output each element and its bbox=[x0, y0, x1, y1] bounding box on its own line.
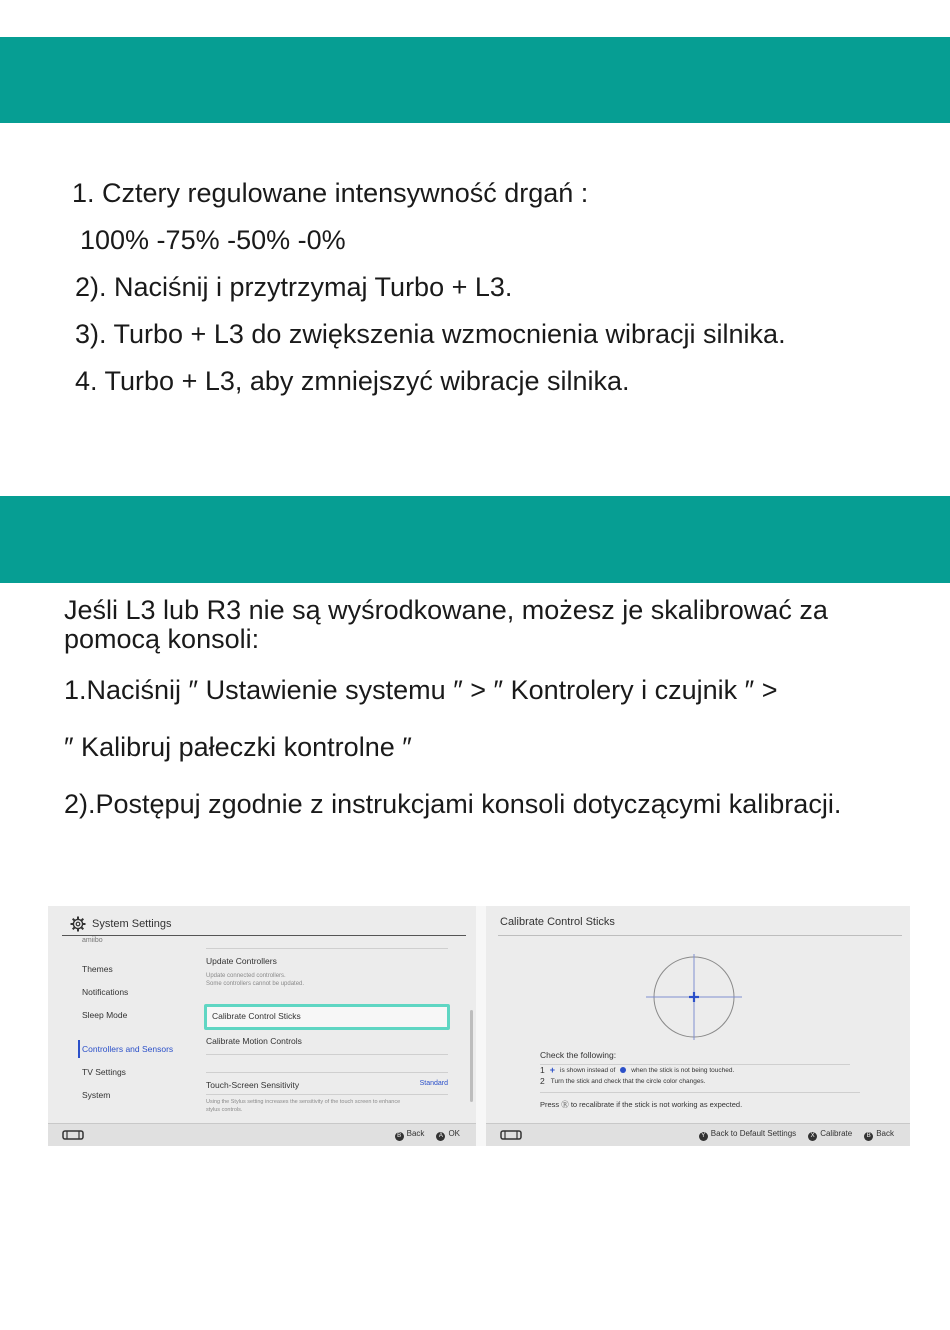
plus-icon: + bbox=[549, 1065, 555, 1075]
step-1a: 1.Naciśnij ″ Ustawienie systemu ″ > ″ Kontrolery i czujnik ″ > bbox=[64, 675, 778, 705]
row-divider bbox=[206, 1054, 448, 1055]
sidebar-item-sleep-mode[interactable]: Sleep Mode bbox=[82, 1010, 128, 1020]
calibrate-motion-controls-option[interactable] bbox=[206, 1036, 448, 1046]
instruction-line-2: 100% -75% -50% -0% bbox=[80, 225, 346, 255]
scrollbar[interactable] bbox=[470, 1010, 473, 1102]
b-button-icon: B bbox=[864, 1132, 873, 1141]
y-button-icon: Y bbox=[699, 1132, 708, 1141]
x-button-icon: X bbox=[808, 1132, 817, 1141]
back-to-default-label: Back to Default Settings bbox=[710, 1129, 797, 1138]
calibrate-button[interactable] bbox=[808, 1129, 852, 1141]
instruction-line-3: 2). Naciśnij i przytrzymaj Turbo + L3. bbox=[75, 272, 513, 302]
check-instructions bbox=[540, 1050, 860, 1110]
a-button-icon: A bbox=[436, 1132, 445, 1141]
gear-icon bbox=[70, 916, 86, 932]
sidebar-item-amiibo[interactable]: amiibo bbox=[82, 937, 103, 944]
sidebar-item-controllers-and-sensors[interactable]: Controllers and Sensors bbox=[82, 1044, 174, 1054]
update-controllers-label: Update Controllers bbox=[206, 956, 277, 966]
check-item-1a: is shown instead of bbox=[560, 1066, 616, 1074]
settings-header bbox=[70, 916, 171, 932]
system-settings-screenshot bbox=[48, 906, 476, 1146]
calibrate-motion-controls-label: Calibrate Motion Controls bbox=[206, 1036, 302, 1046]
b-button-icon: B bbox=[395, 1132, 404, 1141]
recalibrate-note: Press Ⓡ to recalibrate if the stick is not working as expected. bbox=[540, 1100, 743, 1109]
instruction-line-5: 4. Turbo + L3, aby zmniejszyć wibracje silnika. bbox=[75, 366, 630, 396]
instruction-line-4: 3). Turbo + L3 do zwiększenia wzmocnienia wibracji silnika. bbox=[75, 319, 786, 349]
calibrate-sticks-screenshot bbox=[486, 906, 910, 1146]
back-label: Back bbox=[876, 1129, 894, 1138]
touch-screen-desc-1: Using the Stylus setting increases the sensitivity of the touch screen to enhance bbox=[206, 1099, 401, 1105]
stick-position-icon bbox=[644, 952, 744, 1042]
row-divider bbox=[206, 1094, 448, 1095]
step-2: 2).Postępuj zgodnie z instrukcjami konsoli dotyczącymi kalibracji. bbox=[64, 789, 842, 819]
vibration-instructions bbox=[72, 170, 786, 405]
row-divider bbox=[206, 948, 448, 949]
panel-gap bbox=[476, 906, 486, 1146]
check-item-1b: when the stick is not being touched. bbox=[631, 1066, 735, 1074]
calibrate-control-sticks-option[interactable] bbox=[204, 1004, 450, 1030]
back-button[interactable] bbox=[395, 1129, 425, 1141]
check-item-2: Turn the stick and check that the circle color changes. bbox=[550, 1078, 706, 1085]
settings-title: System Settings bbox=[92, 918, 172, 930]
intro-line-1: Jeśli L3 lub R3 nie są wyśrodkowane, możesz je skalibrować za bbox=[64, 595, 828, 625]
top-banner bbox=[0, 37, 950, 123]
header-divider bbox=[498, 935, 902, 936]
intro-line-2: pomocą konsoli: bbox=[64, 624, 260, 654]
check-divider bbox=[540, 1064, 850, 1065]
ok-button[interactable] bbox=[436, 1129, 460, 1141]
console-icon bbox=[62, 1130, 84, 1140]
calibrate-control-sticks-label: Calibrate Control Sticks bbox=[212, 1011, 301, 1021]
calibrate-footer bbox=[486, 1123, 910, 1146]
row-divider bbox=[206, 1072, 448, 1073]
sidebar-item-themes[interactable]: Themes bbox=[82, 964, 113, 974]
sidebar-item-tv-settings[interactable]: TV Settings bbox=[82, 1067, 126, 1077]
touch-screen-sensitivity-option[interactable] bbox=[206, 1080, 448, 1114]
update-controllers-option[interactable] bbox=[206, 956, 448, 988]
sidebar-item-system[interactable]: System bbox=[82, 1090, 111, 1100]
header-divider bbox=[62, 935, 466, 936]
instruction-line-1: 1. Cztery regulowane intensywność drgań : bbox=[72, 178, 589, 208]
update-controllers-desc-2: Some controllers cannot be updated. bbox=[206, 981, 305, 987]
middle-banner bbox=[0, 496, 950, 583]
console-icon bbox=[500, 1130, 522, 1140]
touch-screen-sensitivity-value: Standard bbox=[419, 1080, 448, 1087]
back-button[interactable] bbox=[864, 1129, 894, 1141]
touch-screen-sensitivity-label: Touch-Screen Sensitivity bbox=[206, 1080, 300, 1090]
ok-label: OK bbox=[448, 1129, 460, 1138]
calibrate-label: Calibrate bbox=[820, 1129, 853, 1138]
calibration-instructions bbox=[64, 595, 944, 820]
settings-footer bbox=[48, 1123, 476, 1146]
calibrate-title: Calibrate Control Sticks bbox=[500, 916, 615, 928]
back-to-default-button[interactable] bbox=[699, 1129, 796, 1141]
touch-screen-desc-2: stylus controls. bbox=[206, 1107, 243, 1113]
check-title: Check the following: bbox=[540, 1050, 617, 1060]
dot-icon bbox=[620, 1067, 626, 1073]
step-1b: ″ Kalibruj pałeczki kontrolne ″ bbox=[64, 732, 412, 762]
check-number-2: 2 bbox=[540, 1076, 545, 1086]
back-label: Back bbox=[406, 1129, 425, 1138]
active-indicator bbox=[78, 1040, 80, 1058]
update-controllers-desc-1: Update connected controllers. bbox=[206, 973, 286, 979]
check-number-1: 1 bbox=[540, 1065, 545, 1075]
sidebar-item-notifications[interactable]: Notifications bbox=[82, 987, 129, 997]
